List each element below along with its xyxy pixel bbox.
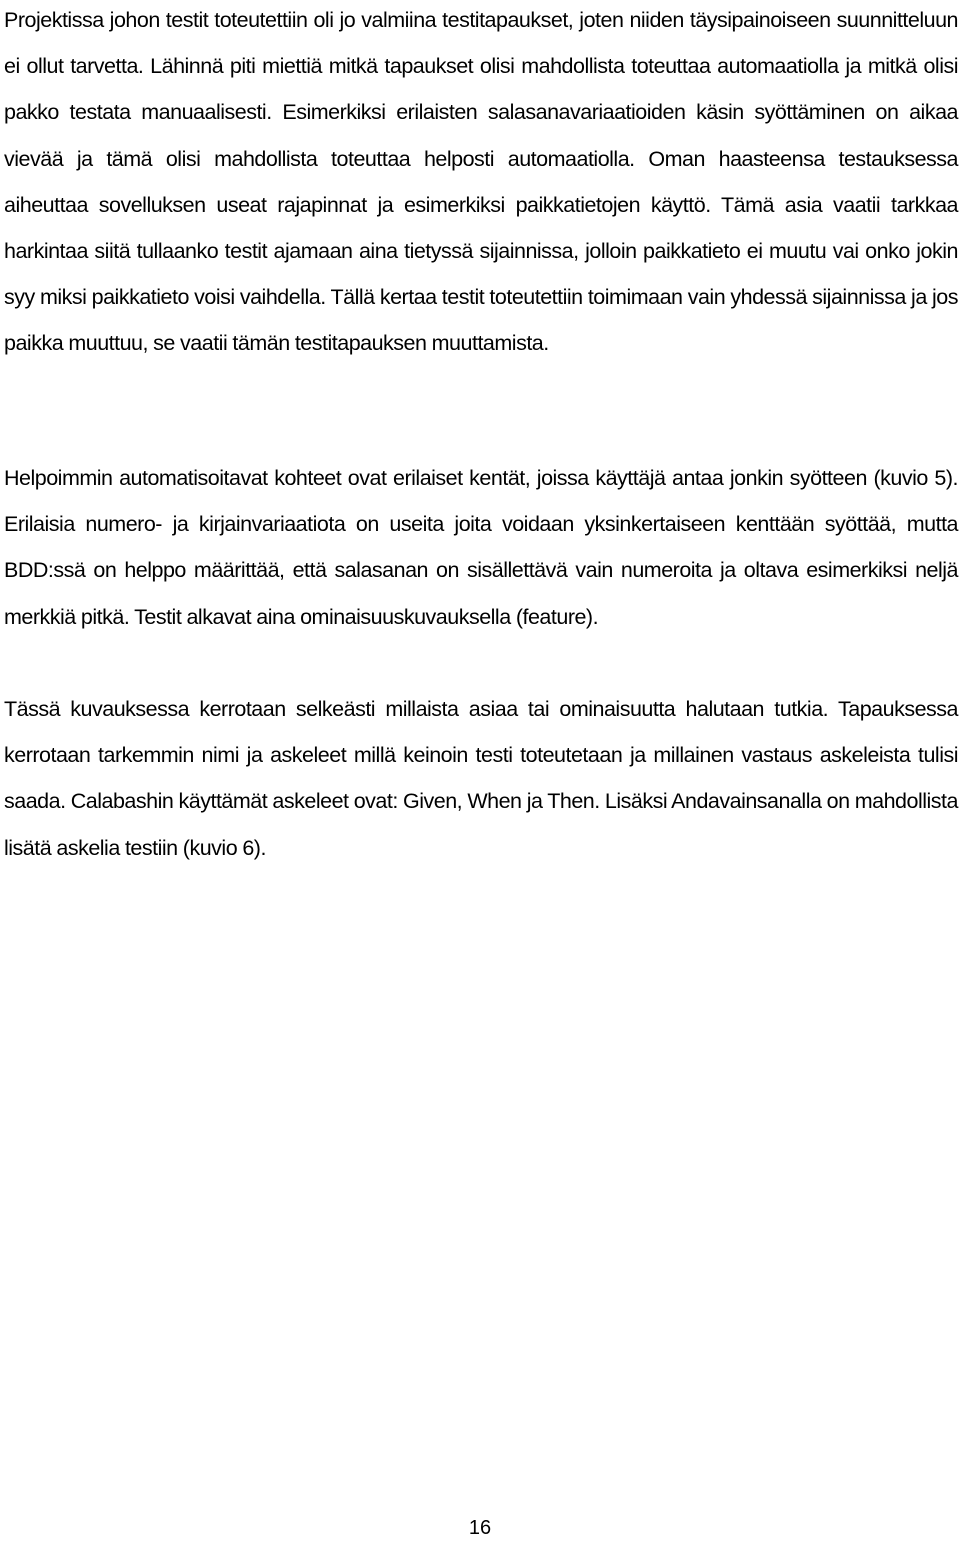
paragraph-test-planning: Projektissa johon testit toteutettiin oli jo valmiina testitapaukset, joten niiden täysipainoiseen suunnitteluun ei ollut tarvetta. Lähinnä piti miettiä mitkä tapaukset olisi mahdollista toteuttaa automaatiolla ja mitkä olisi pakko testata manuaalisesti. Esimerkiksi erilaisten salasanavariaatioiden käsin syöttäminen on aikaa vievää ja tämä olisi mahdollista toteuttaa helposti automaatiolla. Oman haasteensa testauksessa aiheuttaa sovelluksen useat rajapinnat ja esimerkiksi paikkatietojen käyttö. Tämä asia vaatii tarkkaa harkintaa siitä tullaanko testit ajamaan aina tietyssä sijainnissa, jolloin paikkatieto ei muutu vai onko jokin syy miksi paikkatieto voisi vaihdella. Tällä kertaa testit toteutettiin toimimaan vain yhdessä sijainnissa ja jos paikka muuttuu, se vaatii tämän testitapauksen muuttamista.	[4, 8, 958, 356]
paragraph-feature-description: Tässä kuvauksessa kerrotaan selkeästi millaista asiaa tai ominaisuutta halutaan tutkia. Tapauksessa kerrotaan tarkemmin nimi ja askeleet millä keinoin testi toteutetaan ja millainen vastaus askeleista tulisi saada. Calabashin käyttämät askeleet ovat: Given, When ja Then. Lisäksi Andavainsanalla on mahdollista lisätä askelia testiin (kuvio 6).	[4, 697, 958, 860]
page-number: 16	[468, 1517, 492, 1539]
paragraph-automation-targets: Helpoimmin automatisoitavat kohteet ovat erilaiset kentät, joissa käyttäjä antaa jonkin syötteen (kuvio 5). Erilaisia numero- ja kirjainvariaatiota on useita joita voidaan yksinkertaiseen kenttään syöttää, mutta BDD:ssä on helppo määrittää, että salasanan on sisällettävä vain numeroita ja oltava esimerkiksi neljä merkkiä pitkä. Testit alkavat aina ominaisuuskuvauksella (feature).	[4, 466, 958, 629]
